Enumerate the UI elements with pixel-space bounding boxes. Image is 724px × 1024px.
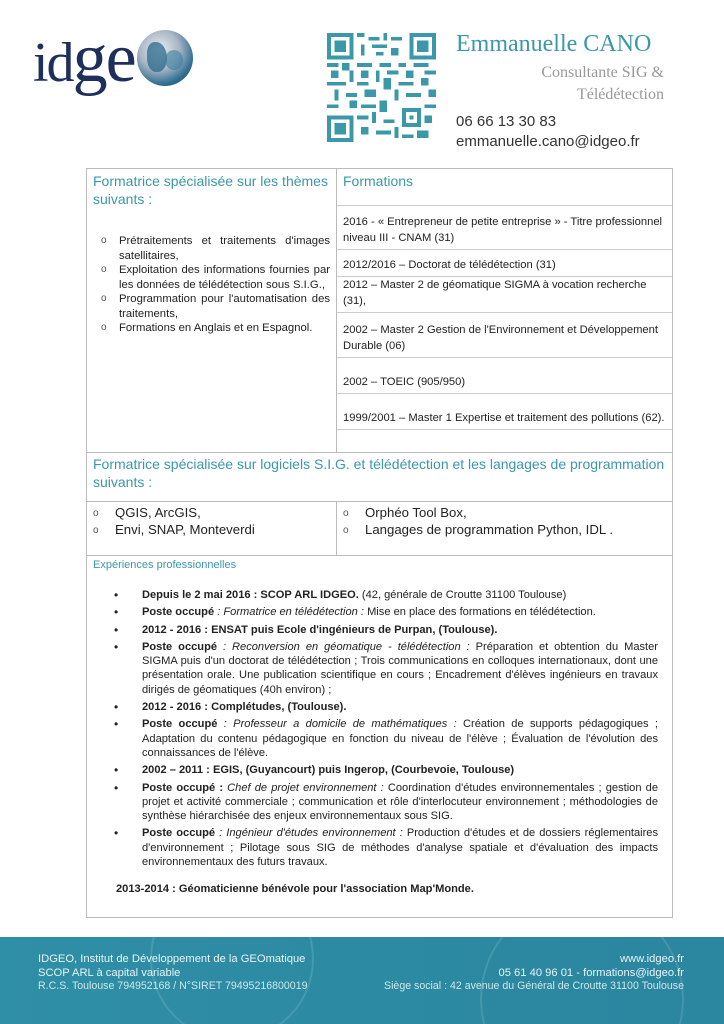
footer-company-info — [38, 953, 307, 994]
footer-banner — [0, 937, 724, 1024]
qr-code[interactable] — [327, 33, 436, 142]
footer-contact-info — [384, 953, 684, 994]
experience-item: • 2012 - 2016 : ENSAT puis Ecole d'ingénieurs de Purpan, (Toulouse). — [112, 623, 658, 637]
formations-title: Formations — [343, 173, 414, 189]
logiciel-item: o Orphéo Tool Box, — [341, 504, 668, 521]
logiciel-item: o Envi, SNAP, Monteverdi — [91, 521, 332, 538]
contact-block — [456, 30, 666, 152]
formation-row: 2016 - « Entrepreneur de petite entreprise » - Titre professionnel niveau III - CNAM (31) — [337, 206, 672, 250]
experience-item: • 2012 - 2016 : Complétudes, (Toulouse). — [112, 700, 658, 714]
formations-header — [337, 169, 672, 206]
footer-website-link[interactable]: www.idgeo.fr — [619, 953, 684, 965]
footer-address: Siège social : 42 avenue du Général de Croutte 31100 Toulouse — [384, 980, 684, 992]
logiciel-item: o Langages de programmation Python, IDL . — [341, 521, 668, 538]
experience-item: • Poste occupé : Reconversion en géomatique - télédétection : Préparation et obtention du Master SIGMA puis d'un doctorat de télédétection ; Trois communications en colloques internationaux, dont une présentation orale. Une publication scientifique en cours ; Encadrement d'élèves ingénieurs en travaux dirigés de géomatiques (40h environ) ; — [112, 640, 658, 697]
globe-icon — [137, 30, 193, 86]
experiences-title: Expériences professionnelles — [93, 559, 237, 571]
themes-cell — [87, 169, 337, 452]
experience-item: • Poste occupé : Professeur a domicile de mathématiques : Création de supports pédagogiques ; Adaptation du contenu pédagogique en fonction du niveau de l'élève ; Évaluation de l'évolution des connaissances de l'élève. — [112, 717, 658, 760]
logiciels-title: Formatrice spécialisée sur logiciels S.I.G. et télédétection et les langages de programmation suivants : — [93, 456, 665, 490]
formation-row-empty — [337, 430, 672, 452]
formation-row: 1999/2001 – Master 1 Expertise et traitement des pollutions (62). — [337, 394, 672, 430]
logo-wordmark: idge — [33, 20, 135, 97]
experience-item: • 2002 – 2011 : EGIS, (Guyancourt) puis Ingerop, (Courbevoie, Toulouse) — [112, 763, 658, 777]
experience-item: • Poste occupé : Ingénieur d'études environnement : Production d'études et de dossiers réglementaires d'environnement ; Pilotage sous SIG de méthodes d'analyse spatiale et d'évaluation des impacts environnementaux des futurs travaux. — [112, 826, 658, 869]
formation-row: 2002 – TOEIC (905/950) — [337, 358, 672, 394]
themes-item: o Exploitation des informations fournies par les données de télédétection sous S.I.G., — [93, 263, 330, 292]
experiences-list — [93, 588, 666, 869]
formation-row: 2012 – Master 2 de géomatique SIGMA à vocation recherche (31), — [337, 277, 672, 313]
phone-number[interactable]: 06 66 13 30 83 — [456, 113, 557, 130]
experiences-cell — [87, 556, 672, 918]
logiciels-right — [337, 502, 672, 556]
logiciels-left — [87, 502, 337, 556]
idgeo-logo — [33, 18, 193, 98]
themes-list — [93, 234, 330, 336]
role-line-1: Consultante SIG & — [541, 64, 664, 81]
role-line-2: Télédétection — [576, 86, 664, 103]
themes-title: Formatrice spécialisée sur les thèmes suivants : — [93, 173, 328, 207]
person-name: Emmanuelle CANO — [456, 31, 652, 57]
experience-item: • Poste occupé : Formatrice en télédétection : Mise en place des formations en télédétection. — [112, 605, 658, 619]
formation-row: 2002 – Master 2 Gestion de l'Environnement et Développement Durable (06) — [337, 313, 672, 358]
experience-item: • Poste occupé : Chef de projet environnement : Coordination d'études environnementales ; gestion de projet et activité commerciale ; communication et rôle d'interlocuteur environnement ; méthodologies de synthèse hiérarchisée des enjeux environnementaux sous SIG. — [112, 781, 658, 824]
themes-item: o Programmation pour l'automatisation des traitements, — [93, 292, 330, 321]
footer-company-type: SCOP ARL à capital variable — [38, 966, 181, 979]
logiciels-header — [87, 452, 672, 502]
footer-phone-email[interactable]: 05 61 40 96 01 - formations@idgeo.fr — [498, 966, 684, 979]
footer-company-name: IDGEO, Institut de Développement de la GEOmatique — [38, 953, 306, 965]
themes-item: o Formations en Anglais et en Espagnol. — [93, 321, 330, 336]
formation-row: 2012/2016 – Doctorat de télédétection (31) — [337, 250, 672, 277]
footer-registration: R.C.S. Toulouse 794952168 / N°SIRET 79495216800019 — [38, 980, 308, 992]
logiciel-item: o QGIS, ArcGIS, — [91, 504, 332, 521]
experience-item: • Depuis le 2 mai 2016 : SCOP ARL IDGEO. (42, générale de Croutte 31100 Toulouse) — [112, 588, 658, 602]
benevole-line: 2013-2014 : Géomaticienne bénévole pour l'association Map'Monde. — [116, 883, 474, 895]
themes-item: o Prétraitements et traitements d'images satellitaires, — [93, 234, 330, 263]
cv-table — [86, 168, 673, 918]
email-link[interactable]: emmanuelle.cano@idgeo.fr — [456, 133, 640, 150]
